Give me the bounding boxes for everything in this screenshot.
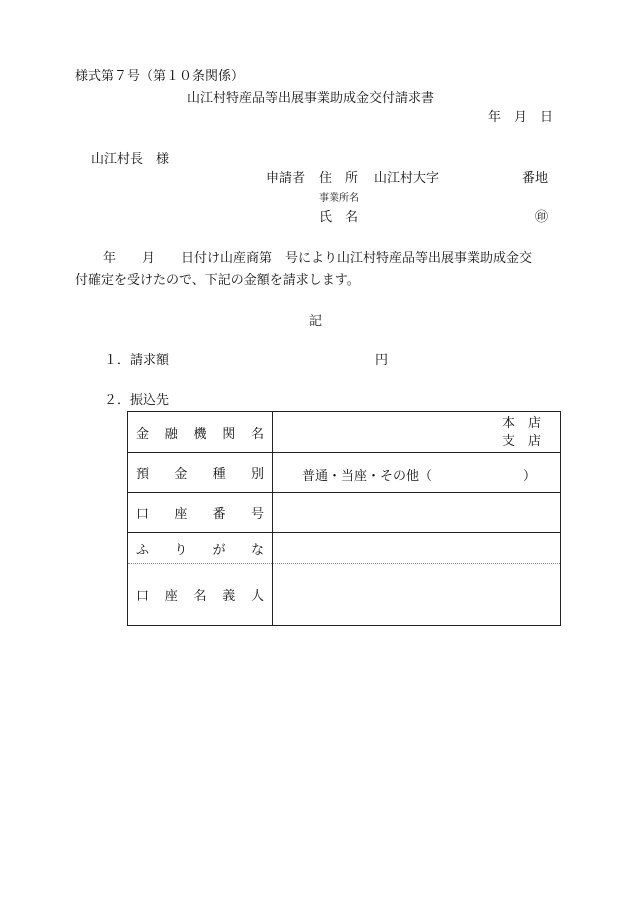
branch-sub-label: 支 店 (501, 434, 541, 450)
address-suffix: 番地 (522, 171, 549, 186)
body-line-1: 年 月 日付け山産商第 号により山江村特産品等出展事業助成金交 (103, 251, 533, 266)
deposit-type-label: 預 金 種 別 (128, 453, 273, 493)
address-prefix: 山江村大字 (374, 171, 440, 186)
account-number-label: 口 座 番 号 (128, 493, 273, 533)
item-transfer-destination: ２．振込先 (104, 393, 170, 408)
row-bank (128, 412, 561, 453)
ki-heading: 記 (309, 314, 323, 329)
name-label: 氏 名 (319, 210, 359, 225)
form-number: 様式第７号（第１０条関係） (75, 69, 245, 84)
deposit-options: 普通・当座・その他（ ） (302, 469, 537, 484)
bank-name-label: 金 融 機 関 名 (128, 412, 273, 453)
seal-mark: ㊞ (535, 210, 549, 225)
furigana-field[interactable] (273, 533, 561, 564)
transfer-table (127, 411, 561, 626)
bank-name-field[interactable] (273, 412, 561, 453)
account-holder-label: 口 座 名 義 人 (128, 564, 273, 626)
item-request-amount: １．請求額 (104, 353, 170, 368)
addressee: 山江村長 様 (91, 152, 170, 167)
row-account-holder (128, 564, 561, 626)
body-line-2: 付確定を受けたので、下記の金額を請求します。 (75, 273, 360, 288)
branch-main-label: 本 店 (501, 416, 541, 431)
row-account-number (128, 493, 561, 533)
furigana-label: ふ り が な (128, 533, 273, 564)
row-furigana (128, 533, 561, 564)
yen-unit: 円 (375, 353, 389, 368)
row-deposit-type (128, 453, 561, 493)
address-label: 住 所 (319, 171, 359, 186)
document-title: 山江村特産品等出展事業助成金交付請求書 (187, 91, 435, 106)
applicant-label: 申請者 (266, 171, 306, 186)
deposit-type-field[interactable] (273, 453, 561, 493)
office-name-label: 事業所名 (319, 193, 359, 204)
account-number-field[interactable] (273, 493, 561, 533)
account-holder-field[interactable] (273, 564, 561, 626)
date-line: 年 月 日 (488, 110, 554, 125)
